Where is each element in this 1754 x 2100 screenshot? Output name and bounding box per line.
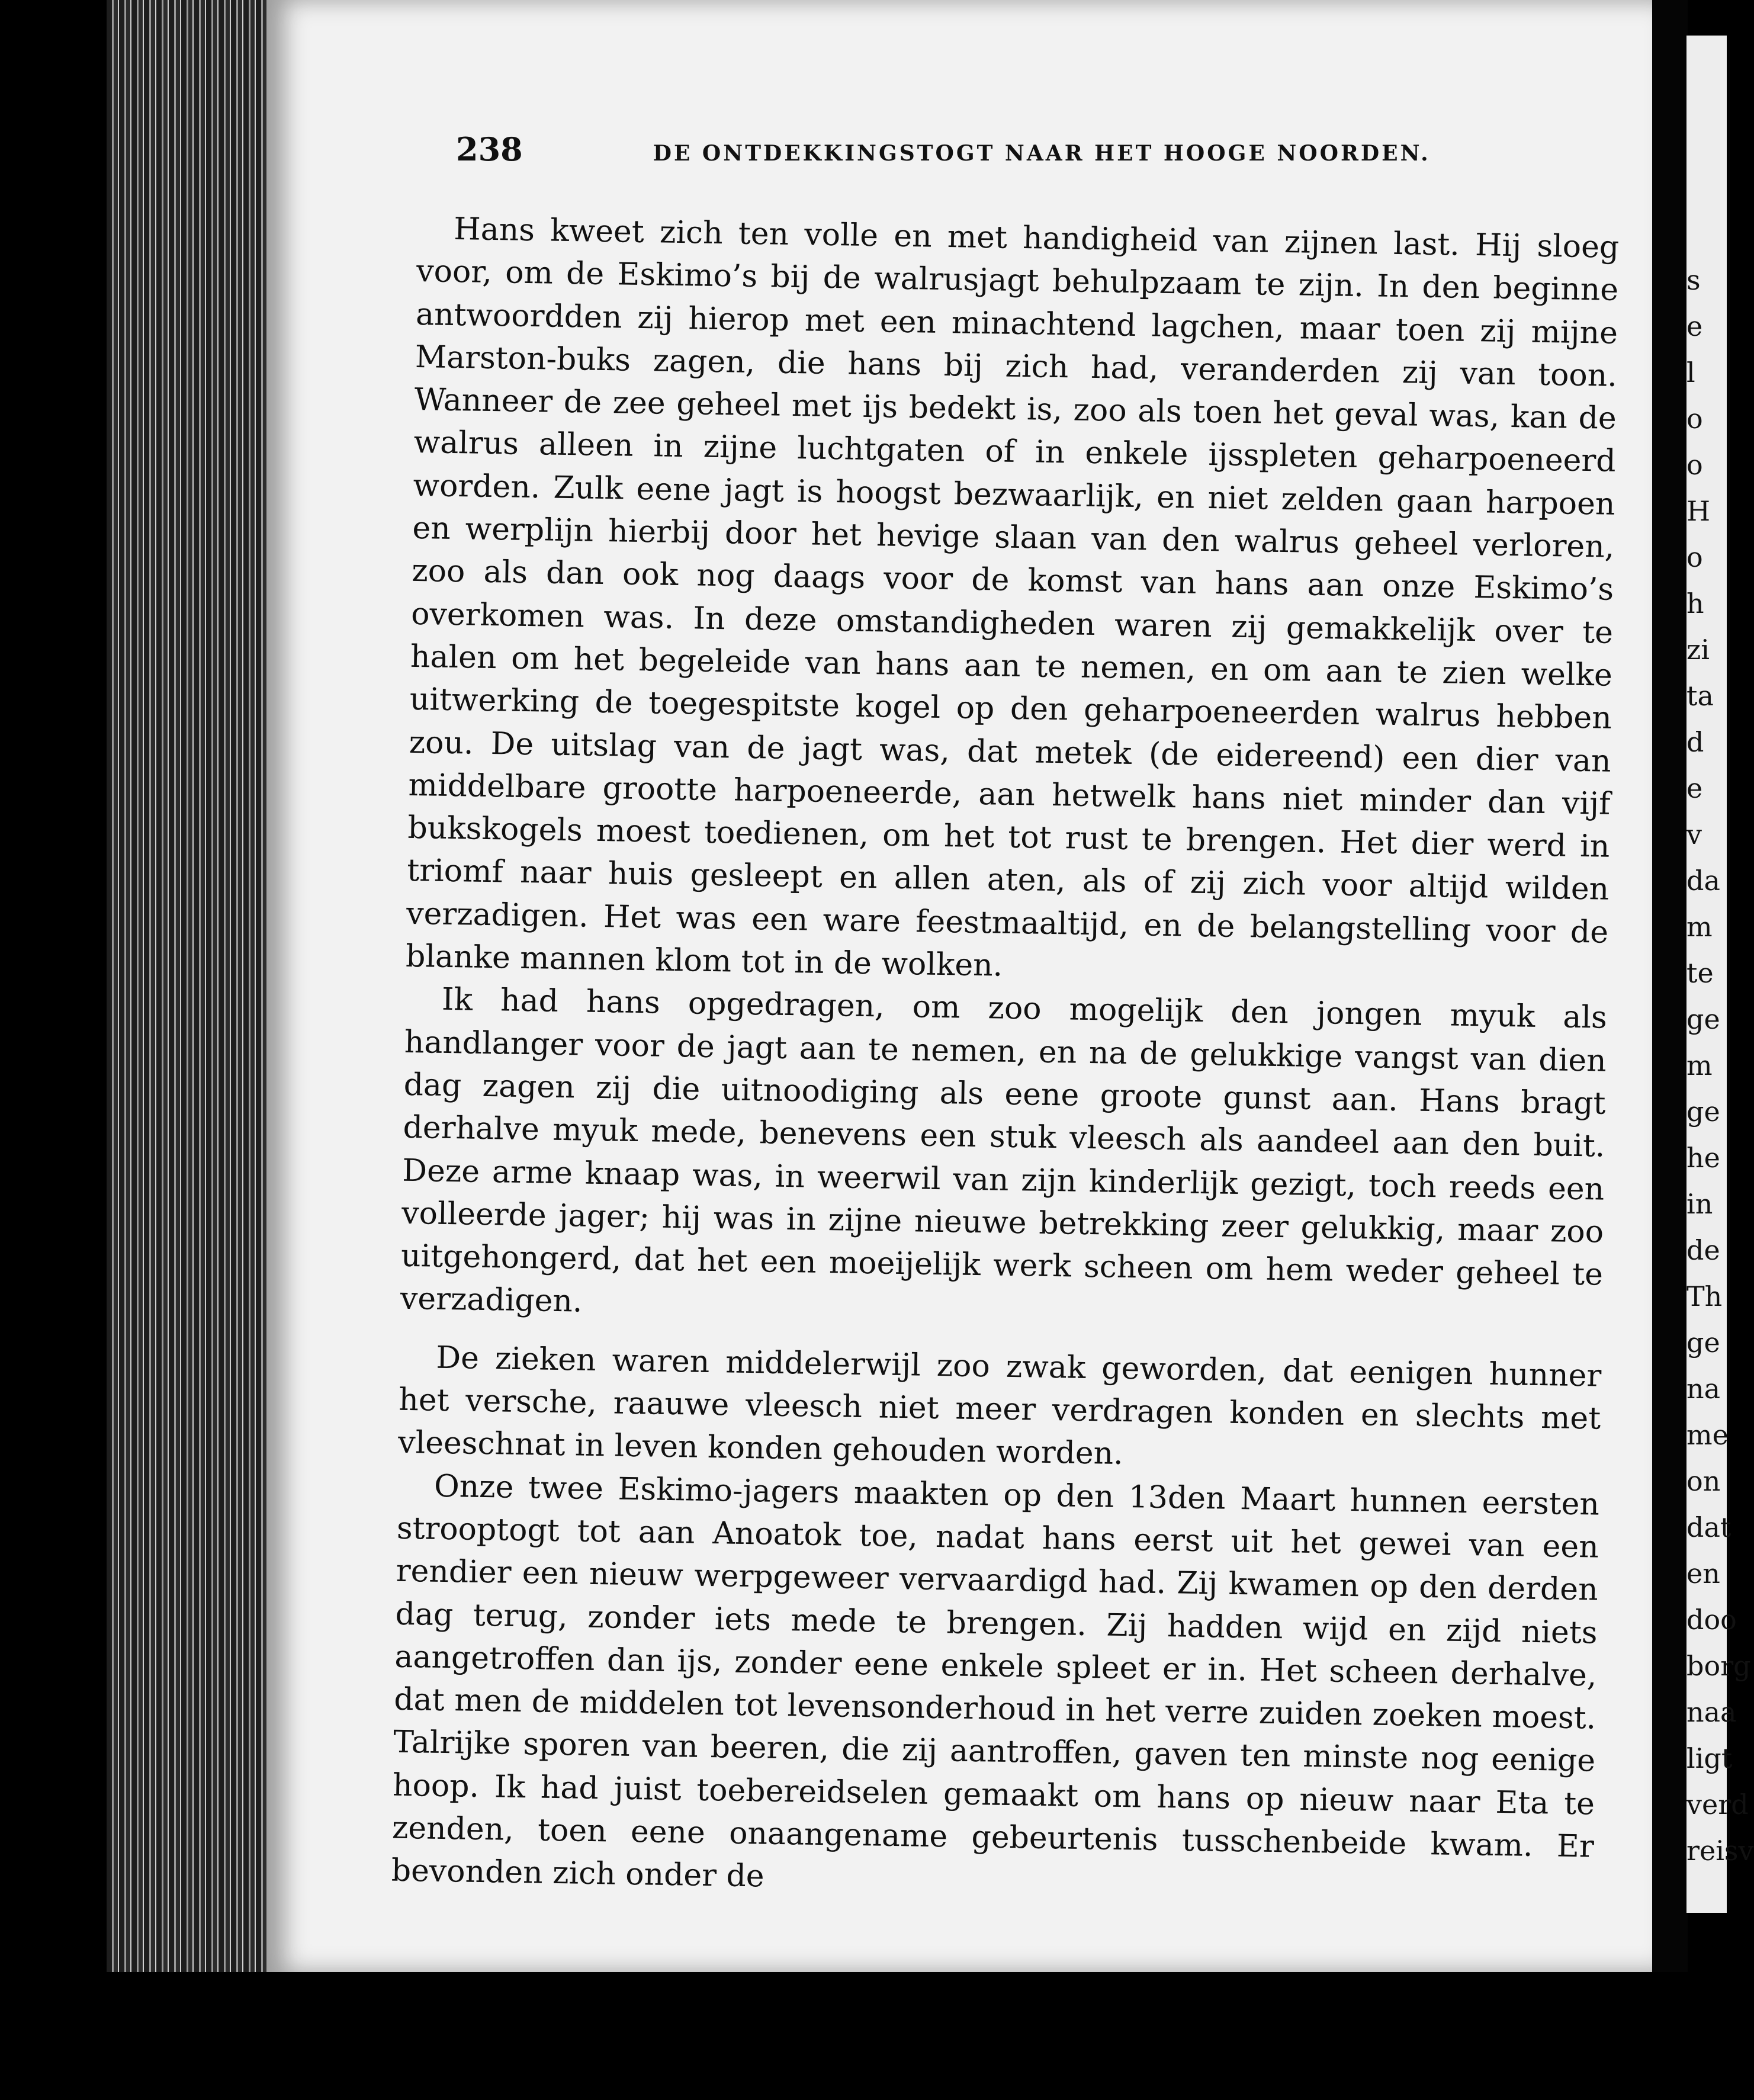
adjacent-page-fragment: te [1686, 957, 1714, 989]
adjacent-page-fragment: on [1686, 1465, 1721, 1497]
paragraph: Onze twee Eskimo-jagers maakten op den 13den Maart hunnen eersten strooptogt tot aan Anoatok toe, nadat hans eerst uit het gewei van een rendier een nieuw werpgeweer vervaardigd had. Zij kwamen op den derden dag terug, zonder iets mede te brengen. Zij hadden wijd en zijd niets aangetroffen dan ijs, zonder eene enkele spleet er in. Het scheen derhalve, dat men de middelen tot levensonderhoud in het verre zuiden zoeken moest. Talrijke sporen van beeren, die zij aantroffen, gaven ten minste nog eenige hoop. Ik had juist toebereidselen gemaakt om hans op nieuw naar Eta te zenden, toen eene onaangename gebeurtenis tusschenbeide kwam. Er bevonden zich onder de [391, 1468, 1600, 1895]
paragraph: Ik had hans opgedragen, om zoo mogelijk den jongen myuk als handlanger voor de jagt aan te nemen, en na de gelukkige vangst van dien dag zagen zij die uitnoodiging als eene groote gunst aan. Hans bragt derhalve myuk mede, benevens een stuk vleesch als aandeel aan den buit. Deze arme knaap was, in weerwil van zijn kinderlijk gezigt, toch reeds een volleerde jager; hij was in zijne nieuwe betrekking zeer gelukkig, maar zoo uitgehongerd, dat het een moeijelijk werk scheen om hem weder geheel te verzadigen. [400, 982, 1608, 1320]
gutter-shadow [1652, 0, 1688, 2100]
adjacent-page-fragment: e [1686, 772, 1703, 804]
adjacent-page-fragment: ge [1686, 1096, 1720, 1128]
running-title: DE ONTDEKKINGSTOGT NAAR HET HOOGE NOORDEN. [653, 141, 1431, 166]
adjacent-page-fragment: l [1686, 357, 1695, 388]
adjacent-page-fragment: da [1686, 865, 1720, 897]
background [0, 1972, 1727, 2100]
adjacent-page-fragment: o [1686, 403, 1703, 435]
adjacent-page-fragment: dat [1686, 1511, 1731, 1543]
adjacent-page-fragment: s [1686, 264, 1701, 296]
page-number: 238 [456, 130, 523, 168]
adjacent-page-fragment: na [1686, 1373, 1721, 1405]
adjacent-page-fragment: ligt [1686, 1742, 1733, 1774]
adjacent-page-fragment: v [1686, 818, 1702, 850]
adjacent-page-fragment: he [1686, 1142, 1720, 1174]
body-text [391, 207, 1619, 1911]
paragraph: De zieken waren middelerwijl zoo zwak geworden, dat eenigen hunner het versche, raauwe vleesch niet meer verdragen konden en slechts met vleeschnat in leven konden gehouden worden. [397, 1340, 1602, 1472]
adjacent-page-fragment: in [1686, 1188, 1713, 1220]
adjacent-page-fragment: me [1686, 1419, 1729, 1451]
running-head [456, 130, 1433, 168]
adjacent-page-fragment: de [1686, 1234, 1720, 1266]
adjacent-page-fragment: verd [1686, 1788, 1749, 1820]
adjacent-page-fragment: e [1686, 310, 1703, 342]
paragraph: Hans kweet zich ten volle en met handigheid van zijnen last. Hij sloeg voor, om de Eskimo’s bij de walrusjagt behulpzaam te zijn. In den beginne antwoordden zij hierop met een minachtend lagchen, maar toen zij mijne Marston-buks zagen, die hans bij zich had, veranderden zij van toon. Wanneer de zee geheel met ijs bedekt is, zoo als toen het geval was, kan de walrus alleen in zijne luchtgaten of in enkele ijsspleten geharpoeneerd worden. Zulk eene jagt is hoogst bezwaarlijk, en niet zelden gaan harpoen en werplijn hierbij door het hevige slaan van den walrus geheel verloren, zoo als dan ook nog daags voor de komst van hans aan onze Eskimo’s overkomen was. In deze omstandigheden waren zij gemakkelijk over te halen om het begeleide van hans aan te nemen, en om aan te zien welke uitwerking de toegespitste kogel op den geharpoeneerden walrus hebben zou. De uitslag van de jagt was, dat metek (de eidereend) een dier van middelbare grootte harpoeneerde, aan hetwelk hans niet minder dan vijf bukskogels moest toedienen, om het tot rust te brengen. Het dier werd in triomf naar huis gesleept en allen aten, als of zij zich voor altijd wilden verzadigen. Het was een ware feestmaaltijd, en de belangstelling voor de blanke mannen klom tot in de wolken. [405, 211, 1620, 984]
adjacent-page-fragment: reisv [1686, 1835, 1754, 1867]
adjacent-page-fragment: zi [1686, 634, 1710, 666]
adjacent-page-fragment: doo [1686, 1604, 1737, 1636]
adjacent-page-fragment: o [1686, 541, 1703, 573]
adjacent-page-fragment: m [1686, 911, 1713, 943]
adjacent-page-fragment: m [1686, 1049, 1713, 1081]
adjacent-page-fragment: h [1686, 587, 1704, 619]
adjacent-page-fragment: o [1686, 449, 1703, 481]
adjacent-page-strip [1686, 36, 1754, 1913]
adjacent-page-fragment: naa [1686, 1696, 1737, 1728]
adjacent-page-fragment: ta [1686, 680, 1714, 712]
adjacent-page-fragment: borg [1686, 1650, 1751, 1682]
adjacent-page-fragment: ge [1686, 1003, 1720, 1035]
adjacent-page-fragment: en [1686, 1558, 1720, 1590]
adjacent-page-fragment: Th [1686, 1280, 1723, 1312]
adjacent-page-fragment: H [1686, 495, 1711, 527]
adjacent-page-fragment: d [1686, 726, 1704, 758]
adjacent-page-fragment: ge [1686, 1327, 1720, 1359]
